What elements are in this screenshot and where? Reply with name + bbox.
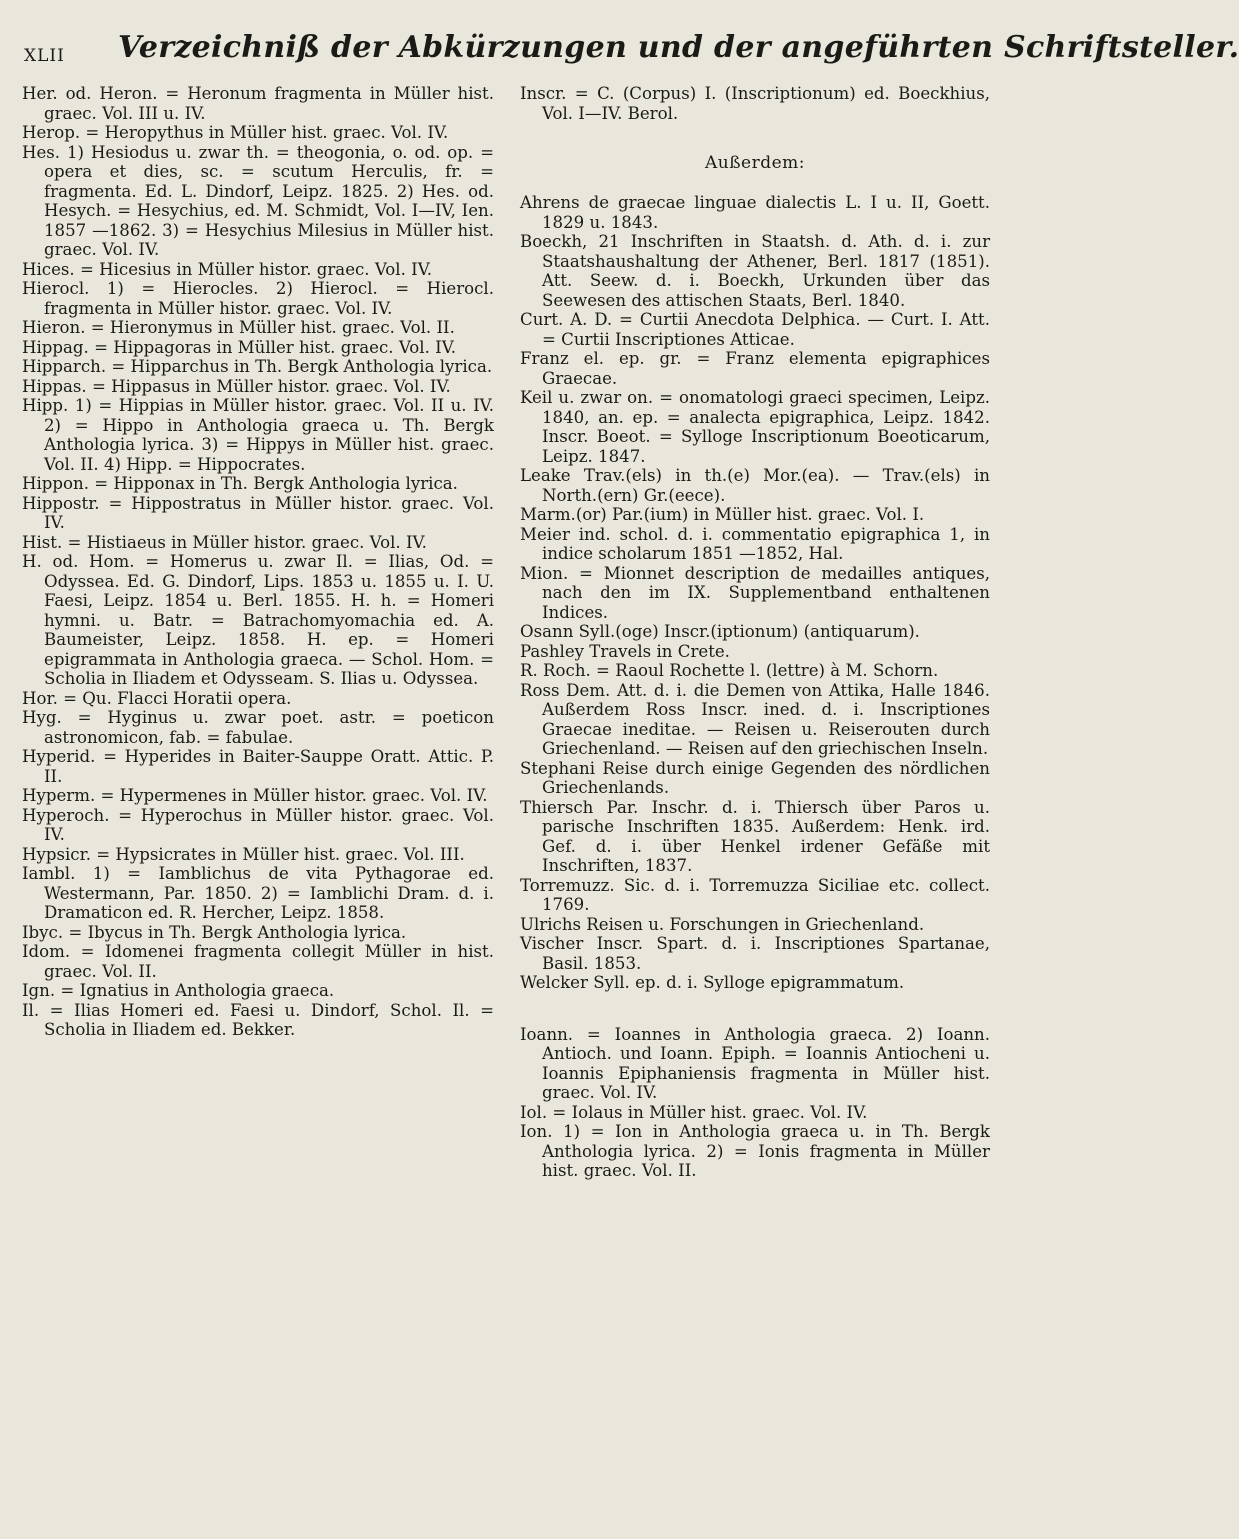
entry: Ign. = Ignatius in Anthologia graeca. [22,981,335,1000]
entry: Marm.(or) Par.(ium) in Müller hist. graec. Vol. I. [520,505,925,524]
entry: Hipparch. = Hipparchus in Th. Bergk Anthologia lyrica. [22,357,493,376]
entry: Hierocl. 1) = Hierocles. 2) Hierocl. = Hierocl. fragmenta in Müller histor. graec. Vol. IV. [22,279,494,318]
entry: Hyg. = Hyginus u. zwar poet. astr. = poeticon astronomicon, fab. = fabulae. [22,708,494,747]
entry: Hist. = Histiaeus in Müller histor. graec. Vol. IV. [22,532,427,552]
entry: Pashley Travels in Crete. [520,641,730,661]
entry: Hippag. = Hippagoras in Müller hist. graec. Vol. IV. [22,337,457,357]
entry: Stephani Reise durch einige Gegenden des nördlichen Griechenlands. [520,758,990,797]
entry: Franz el. ep. gr. = Franz elementa epigraphices Graecae. [520,349,990,388]
entry: Hyperoch. = Hyperochus in Müller histor. graec. Vol. IV. [22,805,494,844]
entry: Meier ind. schol. d. i. commentatio epigraphica 1, in indice scholarum 1851 —1852, Hal. [520,524,990,563]
entry: Hyperm. = Hypermenes in Müller histor. graec. Vol. IV. [22,786,488,805]
entry: Hipp. 1) = Hippias in Müller histor. graec. Vol. II u. IV. 2) = Hippo in Anthologia graeca u. Th. Bergk Anthologia lyrica. 3) = Hippys in Müller hist. graec. Vol. II. 4) Hipp. = Hippocrates. [22,396,494,474]
entry: Inscr. = C. (Corpus) I. (Inscriptionum) ed. Boeckhius, Vol. I—IV. Berol. [520,84,990,123]
entry: Thiersch Par. Inschr. d. i. Thiersch über Paros u. parische Inschriften 1835. Außerdem: Henk. ird. Gef. d. i. über Henkel irdener Gefäße mit Inschriften, 1837. [520,797,990,875]
entry: Hices. = Hicesius in Müller histor. graec. Vol. IV. [22,259,433,279]
entry: Hypsicr. = Hypsicrates in Müller hist. graec. Vol. III. [22,844,465,864]
entry: Welcker Syll. ep. d. i. Sylloge epigrammatum. [520,973,905,992]
section-spacer [520,993,990,1025]
page-title: Verzeichniß der Abkürzungen und der angeführten Schriftsteller. [118,30,1239,65]
page-header [0,0,1239,80]
entry: R. Roch. = Raoul Rochette l. (lettre) à M. Schorn. [520,661,939,680]
page-number: XLII [24,46,65,66]
entry: Osann Syll.(oge) Inscr.(iptionum) (antiquarum). [520,622,920,641]
entry: Ahrens de graecae linguae dialectis L. I u. II, Goett. 1829 u. 1843. [520,193,990,232]
entry: Idom. = Idomenei fragmenta collegit Müller in hist. graec. Vol. II. [22,942,494,981]
entry: Ibyc. = Ibycus in Th. Bergk Anthologia lyrica. [22,922,407,942]
entry: Hippon. = Hipponax in Th. Bergk Anthologia lyrica. [22,474,458,493]
entry: Ross Dem. Att. d. i. die Demen von Attika, Halle 1846. Außerdem Ross Inscr. ined. d. i. Inscriptiones Graecae ineditae. — Reisen u. Reiserouten durch Griechenland. — Reisen auf den griechischen Inseln. [520,680,990,758]
entry: Vischer Inscr. Spart. d. i. Inscriptiones Spartanae, Basil. 1853. [520,934,990,973]
left-column [22,84,494,1040]
entry: Hieron. = Hieronymus in Müller hist. graec. Vol. II. [22,318,455,337]
entry: Hes. 1) Hesiodus u. zwar th. = theogonia, o. od. op. = opera et dies, sc. = scutum Herculis, fr. = fragmenta. Ed. L. Dindorf, Leipz. 1825. 2) Hes. od. Hesych. = Hesychius, ed. M. Schmidt, Vol. I—IV, Ien. 1857 —1862. 3) = Hesychius Milesius in Müller hist. graec. Vol. IV. [22,142,494,259]
entry: Il. = Ilias Homeri ed. Faesi u. Dindorf, Schol. Il. = Scholia in Iliadem ed. Bekker. [22,1000,494,1039]
entry: Curt. A. D. = Curtii Anecdota Delphica. — Curt. I. Att. = Curtii Inscriptiones Atticae. [520,310,990,349]
entry: Mion. = Mionnet description de medailles antiques, nach den im IX. Supplementband enthaltenen Indices. [520,563,990,622]
entry: Hyperid. = Hyperides in Baiter-Sauppe Oratt. Attic. P. II. [22,747,494,786]
entry: Torremuzz. Sic. d. i. Torremuzza Siciliae etc. collect. 1769. [520,875,990,914]
entry: Hor. = Qu. Flacci Horatii opera. [22,688,292,708]
entry: Herop. = Heropythus in Müller hist. graec. Vol. IV. [22,123,449,142]
entry: Ulrichs Reisen u. Forschungen in Griechenland. [520,914,925,934]
section-subheading: Außerdem: [704,153,806,173]
entry: H. od. Hom. = Homerus u. zwar Il. = Ilias, Od. = Odyssea. Ed. G. Dindorf, Lips. 1853 u. 1855 u. I. U. Faesi, Leipz. 1854 u. Berl. 1855. H. h. = Homeri hymni. u. Batr. = Batrachomyomachia ed. A. Baumeister, Leipz. 1858. H. ep. = Homeri epigrammata in Anthologia graeca. — Schol. Hom. = Scholia in Iliadem et Odysseam. S. Ilias u. Odyssea. [22,552,494,688]
right-column [520,84,990,1181]
entry: Her. od. Heron. = Heronum fragmenta in Müller hist. graec. Vol. III u. IV. [22,84,494,123]
entry: Hippas. = Hippasus in Müller histor. graec. Vol. IV. [22,376,451,396]
entry: Hippostr. = Hippostratus in Müller histor. graec. Vol. IV. [22,493,494,532]
entry: Keil u. zwar on. = onomatologi graeci specimen, Leipz. 1840, an. ep. = analecta epigraphica, Leipz. 1842. Inscr. Boeot. = Sylloge Inscriptionum Boeoticarum, Leipz. 1847. [520,388,990,466]
entry: Iol. = Iolaus in Müller hist. graec. Vol. IV. [520,1102,868,1122]
entry: Leake Trav.(els) in th.(e) Mor.(ea). — Trav.(els) in North.(ern) Gr.(eece). [520,466,990,505]
entry: Boeckh, 21 Inschriften in Staatsh. d. Ath. d. i. zur Staatshaushaltung der Athener, Berl. 1817 (1851). Att. Seew. d. i. Boeckh, Urkunden über das Seewesen des attischen Staats, Berl. 1840. [520,232,990,310]
entry: Ion. 1) = Ion in Anthologia graeca u. in Th. Bergk Anthologia lyrica. 2) = Ionis fragmenta in Müller hist. graec. Vol. II. [520,1122,990,1180]
entry: Ioann. = Ioannes in Anthologia graeca. 2) Ioann. Antioch. und Ioann. Epiph. = Ioannis Antiocheni u. Ioannis Epiphaniensis fragmenta in Müller hist. graec. Vol. IV. [520,1024,990,1102]
entry: Iambl. 1) = Iamblichus de vita Pythagorae ed. Westermann, Par. 1850. 2) = Iamblichi Dram. d. i. Dramaticon ed. R. Hercher, Leipz. 1858. [22,864,494,922]
